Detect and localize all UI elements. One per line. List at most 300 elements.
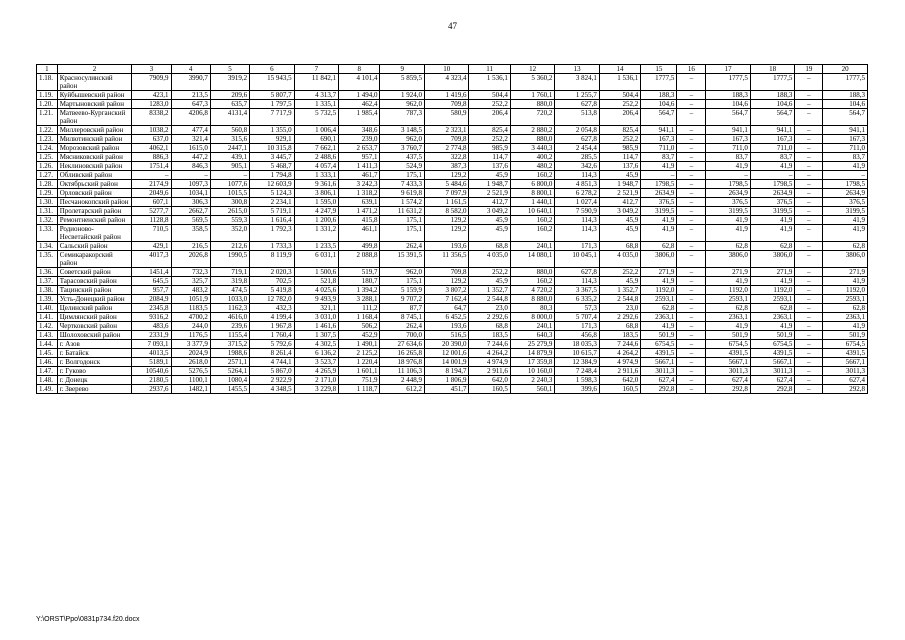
value-cell: 62,8 — [750, 242, 794, 251]
value-cell: 8 582,0 — [424, 207, 468, 216]
table-row — [37, 180, 868, 189]
value-cell: 262,4 — [380, 322, 424, 331]
value-cell: 2634,9 — [641, 189, 677, 198]
value-cell: 3 367,5 — [555, 286, 599, 295]
value-cell: 1798,5 — [750, 180, 794, 189]
value-cell: 20 390,0 — [424, 340, 468, 349]
value-cell: 129,2 — [424, 216, 468, 225]
value-cell: – — [795, 331, 823, 340]
value-cell: 2174,9 — [132, 180, 171, 189]
value-cell: 452,9 — [339, 331, 380, 340]
value-cell: 1 335,1 — [294, 100, 338, 109]
value-cell: – — [677, 189, 706, 198]
value-cell: 627,4 — [750, 376, 794, 385]
value-cell: 167,3 — [706, 135, 750, 144]
value-cell: 645,5 — [132, 277, 171, 286]
value-cell: 244,0 — [171, 322, 210, 331]
value-cell: 1283,0 — [132, 100, 171, 109]
value-cell: 1 794,8 — [250, 171, 294, 180]
value-cell: 4 035,0 — [469, 251, 510, 268]
value-cell: 1 168,4 — [339, 313, 380, 322]
value-cell: 3806,0 — [823, 251, 868, 268]
value-cell: – — [677, 242, 706, 251]
column-number-cell: 11 — [469, 65, 510, 74]
table-row — [37, 251, 868, 268]
table-row — [37, 277, 868, 286]
value-cell: 2618,0 — [171, 358, 210, 367]
value-cell: 252,2 — [469, 268, 510, 277]
value-cell: 271,9 — [750, 268, 794, 277]
value-cell: 175,1 — [380, 171, 424, 180]
value-cell: 321,4 — [171, 135, 210, 144]
value-cell: 2 292,6 — [599, 313, 640, 322]
value-cell: 25 279,9 — [510, 340, 554, 349]
value-cell: 114,3 — [555, 225, 599, 242]
value-cell: 8 745,1 — [380, 313, 424, 322]
value-cell: 10 615,7 — [555, 349, 599, 358]
table-row — [37, 376, 868, 385]
value-cell: 183,5 — [469, 331, 510, 340]
column-number-cell: 19 — [795, 65, 823, 74]
table-row — [37, 225, 868, 242]
value-cell: 3806,0 — [641, 251, 677, 268]
value-cell: – — [795, 153, 823, 162]
value-cell: – — [795, 126, 823, 135]
value-cell: 2331,9 — [132, 331, 171, 340]
value-cell: 1777,5 — [641, 74, 677, 91]
value-cell: – — [677, 74, 706, 91]
value-cell: 5 468,7 — [250, 162, 294, 171]
value-cell: 4062,1 — [132, 144, 171, 153]
value-cell: 62,8 — [750, 304, 794, 313]
district-name-cell: Красносулинский район — [57, 74, 132, 91]
value-cell: 4 302,5 — [294, 340, 338, 349]
value-cell: 400,2 — [510, 153, 554, 162]
value-cell: 929,1 — [250, 135, 294, 144]
value-cell: 709,8 — [424, 268, 468, 277]
value-cell: – — [823, 171, 868, 180]
value-cell: 285,5 — [555, 153, 599, 162]
value-cell: 188,3 — [706, 91, 750, 100]
value-cell: 690,1 — [294, 135, 338, 144]
value-cell: – — [677, 144, 706, 153]
value-cell: 3 288,1 — [339, 295, 380, 304]
value-cell: 321,1 — [294, 304, 338, 313]
value-cell: 1 461,6 — [294, 322, 338, 331]
table-row — [37, 367, 868, 376]
value-cell: 4 265,9 — [294, 367, 338, 376]
value-cell: 1798,5 — [706, 180, 750, 189]
value-cell: 41,9 — [706, 322, 750, 331]
value-cell: 5667,1 — [641, 358, 677, 367]
value-cell: – — [795, 189, 823, 198]
value-cell: 709,8 — [424, 135, 468, 144]
value-cell: 1 006,4 — [294, 126, 338, 135]
value-cell: 4700,2 — [171, 313, 210, 322]
value-cell: 62,8 — [823, 242, 868, 251]
value-cell: 240,1 — [510, 322, 554, 331]
value-cell: 627,8 — [555, 268, 599, 277]
value-cell: 1 616,4 — [250, 216, 294, 225]
value-cell: 209,6 — [210, 91, 249, 100]
district-name-cell: г. Волгодонск — [57, 358, 132, 367]
value-cell: – — [795, 91, 823, 100]
value-cell: 2026,8 — [171, 251, 210, 268]
value-cell: 2 454,4 — [555, 144, 599, 153]
value-cell: 2447,1 — [210, 144, 249, 153]
value-cell: 83,7 — [750, 153, 794, 162]
district-name-cell: Мясниковский район — [57, 153, 132, 162]
value-cell: 2 125,2 — [339, 349, 380, 358]
value-cell: 480,2 — [510, 162, 554, 171]
value-cell: – — [795, 180, 823, 189]
district-name-cell: г. Донецк — [57, 376, 132, 385]
value-cell: 504,4 — [599, 91, 640, 100]
value-cell: 41,9 — [750, 216, 794, 225]
value-cell: – — [641, 171, 677, 180]
value-cell: 1 601,1 — [339, 367, 380, 376]
value-cell: 45,9 — [599, 225, 640, 242]
value-cell: 212,6 — [210, 242, 249, 251]
row-number-cell: 1.44. — [37, 340, 58, 349]
value-cell: – — [795, 100, 823, 109]
value-cell: 5 732,5 — [294, 109, 338, 126]
value-cell: 1051,9 — [171, 295, 210, 304]
value-cell: – — [677, 171, 706, 180]
value-cell: 62,8 — [706, 242, 750, 251]
row-number-cell: 1.27. — [37, 171, 58, 180]
value-cell: 262,4 — [380, 242, 424, 251]
value-cell: 306,3 — [171, 198, 210, 207]
value-cell: – — [795, 74, 823, 91]
column-number-cell: 14 — [599, 65, 640, 74]
column-number-cell: 2 — [57, 65, 132, 74]
value-cell: 4391,5 — [823, 349, 868, 358]
value-cell: 10540,6 — [132, 367, 171, 376]
value-cell: 4 323,4 — [424, 74, 468, 91]
value-cell: 1 536,1 — [469, 74, 510, 91]
column-number-cell: 6 — [250, 65, 294, 74]
value-cell: – — [677, 100, 706, 109]
value-cell: 104,6 — [706, 100, 750, 109]
table-row — [37, 126, 868, 135]
value-cell: 5 867,0 — [250, 367, 294, 376]
value-cell: 1988,6 — [210, 349, 249, 358]
value-cell: – — [795, 207, 823, 216]
table-row — [37, 322, 868, 331]
row-number-cell: 1.32. — [37, 216, 58, 225]
district-name-cell: Сальский район — [57, 242, 132, 251]
value-cell: 62,8 — [641, 242, 677, 251]
district-name-cell: Матвеево-Курганский район — [57, 109, 132, 126]
value-cell: 483,2 — [171, 286, 210, 295]
value-cell: 941,1 — [750, 126, 794, 135]
column-number-cell: 1 — [37, 65, 58, 74]
value-cell: 2 521,9 — [599, 189, 640, 198]
row-number-cell: 1.20. — [37, 100, 58, 109]
value-cell: 3 031,0 — [294, 313, 338, 322]
value-cell: 7 717,9 — [250, 109, 294, 126]
row-number-cell: 1.36. — [37, 268, 58, 277]
value-cell: 129,2 — [424, 225, 468, 242]
value-cell: 206,4 — [599, 109, 640, 126]
value-cell: 376,5 — [823, 198, 868, 207]
column-number-cell: 3 — [132, 65, 171, 74]
value-cell: 1777,5 — [750, 74, 794, 91]
value-cell: 41,9 — [823, 322, 868, 331]
value-cell: 8 000,0 — [510, 313, 554, 322]
value-cell: 1 595,0 — [294, 198, 338, 207]
value-cell: 114,7 — [469, 153, 510, 162]
value-cell: 1 027,4 — [555, 198, 599, 207]
value-cell: 2571,1 — [210, 358, 249, 367]
value-cell: 64,7 — [424, 304, 468, 313]
value-cell: 18 035,3 — [555, 340, 599, 349]
value-cell: – — [677, 153, 706, 162]
value-cell: – — [677, 277, 706, 286]
budget-table — [36, 64, 868, 394]
value-cell: 415,8 — [339, 216, 380, 225]
value-cell: 2 054,8 — [555, 126, 599, 135]
value-cell: 1 307,5 — [294, 331, 338, 340]
table-row — [37, 162, 868, 171]
value-cell: 8 880,0 — [510, 295, 554, 304]
value-cell: 160,5 — [469, 385, 510, 394]
value-cell: – — [795, 358, 823, 367]
value-cell: 2593,1 — [823, 295, 868, 304]
value-cell: 5 360,2 — [510, 74, 554, 91]
value-cell: 2593,1 — [750, 295, 794, 304]
value-cell: 252,2 — [599, 268, 640, 277]
value-cell: – — [677, 313, 706, 322]
column-number-cell: 18 — [750, 65, 794, 74]
value-cell: 2345,8 — [132, 304, 171, 313]
value-cell: 41,9 — [750, 322, 794, 331]
row-number-cell: 1.35. — [37, 251, 58, 268]
value-cell: 957,1 — [339, 153, 380, 162]
value-cell: 23,0 — [599, 304, 640, 313]
value-cell: 3199,5 — [750, 207, 794, 216]
value-cell: – — [677, 304, 706, 313]
value-cell: – — [677, 207, 706, 216]
value-cell: 12 001,6 — [424, 349, 468, 358]
value-cell: 3806,0 — [750, 251, 794, 268]
table-row — [37, 171, 868, 180]
table-row — [37, 295, 868, 304]
value-cell: 905,1 — [210, 162, 249, 171]
value-cell: 183,5 — [599, 331, 640, 340]
value-cell: 87,7 — [380, 304, 424, 313]
row-number-cell: 1.41. — [37, 313, 58, 322]
value-cell: 41,9 — [750, 225, 794, 242]
value-cell: 1 394,2 — [339, 286, 380, 295]
value-cell: 4 313,7 — [294, 91, 338, 100]
value-cell: – — [677, 225, 706, 242]
district-name-cell: Чертковский район — [57, 322, 132, 331]
row-number-cell: 1.43. — [37, 331, 58, 340]
value-cell: 4616,0 — [210, 313, 249, 322]
value-cell: 437,5 — [380, 153, 424, 162]
value-cell: 1077,6 — [210, 180, 249, 189]
table-row — [37, 216, 868, 225]
value-cell: 15 943,5 — [250, 74, 294, 91]
value-cell: 4 199,4 — [250, 313, 294, 322]
row-number-cell: 1.25. — [37, 153, 58, 162]
value-cell: 709,8 — [424, 100, 468, 109]
value-cell: 1 806,9 — [424, 376, 468, 385]
value-cell: 5667,1 — [706, 358, 750, 367]
value-cell: 2634,9 — [750, 189, 794, 198]
value-cell: 2363,1 — [641, 313, 677, 322]
value-cell: 1 924,0 — [380, 91, 424, 100]
value-cell: 1990,5 — [210, 251, 249, 268]
value-cell: 3 148,5 — [380, 126, 424, 135]
value-cell: – — [210, 171, 249, 180]
value-cell: 7 093,1 — [132, 340, 171, 349]
value-cell: 2 922,9 — [250, 376, 294, 385]
value-cell: 962,0 — [380, 135, 424, 144]
value-cell: 1 333,1 — [294, 171, 338, 180]
value-cell: – — [795, 304, 823, 313]
value-cell: 160,2 — [510, 216, 554, 225]
table-row — [37, 144, 868, 153]
value-cell: 8 261,4 — [250, 349, 294, 358]
value-cell: 167,3 — [750, 135, 794, 144]
page-number: 47 — [448, 21, 457, 31]
district-name-cell: Песчанокопский район — [57, 198, 132, 207]
district-name-cell: Морозовский район — [57, 144, 132, 153]
value-cell: – — [795, 242, 823, 251]
value-cell: 1 440,1 — [510, 198, 554, 207]
value-cell: 439,1 — [210, 153, 249, 162]
value-cell: 5 159,9 — [380, 286, 424, 295]
value-cell: 6 031,1 — [294, 251, 338, 268]
value-cell: 1777,5 — [706, 74, 750, 91]
value-cell: 160,5 — [599, 385, 640, 394]
value-cell: 239,0 — [339, 135, 380, 144]
value-cell: 160,2 — [510, 171, 554, 180]
district-name-cell: Милютинский район — [57, 135, 132, 144]
district-name-cell: Неклиновский район — [57, 162, 132, 171]
value-cell: 962,0 — [380, 100, 424, 109]
district-name-cell: г. Батайск — [57, 349, 132, 358]
value-cell: 1615,0 — [171, 144, 210, 153]
value-cell: 642,0 — [599, 376, 640, 385]
value-cell: 787,3 — [380, 109, 424, 126]
table-row — [37, 109, 868, 126]
value-cell: 41,9 — [706, 225, 750, 242]
value-cell: 4391,5 — [706, 349, 750, 358]
value-cell: 252,2 — [469, 100, 510, 109]
district-name-cell: Советский район — [57, 268, 132, 277]
value-cell: 4131,4 — [210, 109, 249, 126]
value-cell: 180,7 — [339, 277, 380, 286]
value-cell: 711,0 — [706, 144, 750, 153]
value-cell: 216,5 — [171, 242, 210, 251]
value-cell: 559,3 — [210, 216, 249, 225]
value-cell: 412,7 — [469, 198, 510, 207]
table-row — [37, 349, 868, 358]
value-cell: – — [795, 162, 823, 171]
value-cell: 751,9 — [339, 376, 380, 385]
value-cell: – — [795, 144, 823, 153]
value-cell: 160,2 — [510, 225, 554, 242]
value-cell: 3 242,3 — [339, 180, 380, 189]
table-row — [37, 135, 868, 144]
value-cell: 41,9 — [706, 162, 750, 171]
value-cell: 524,9 — [380, 162, 424, 171]
value-cell: 501,9 — [641, 331, 677, 340]
district-name-cell: Шолоховский район — [57, 331, 132, 340]
value-cell: 825,4 — [599, 126, 640, 135]
value-cell: 10 045,1 — [555, 251, 599, 268]
value-cell: 501,9 — [706, 331, 750, 340]
value-cell: 1 967,8 — [250, 322, 294, 331]
value-cell: 720,2 — [510, 109, 554, 126]
value-cell: 1192,0 — [823, 286, 868, 295]
row-number-cell: 1.40. — [37, 304, 58, 313]
value-cell: 2363,1 — [706, 313, 750, 322]
value-cell: 2593,1 — [706, 295, 750, 304]
value-cell: 68,8 — [599, 242, 640, 251]
value-cell: 1455,5 — [210, 385, 249, 394]
value-cell: 5 719,1 — [250, 207, 294, 216]
row-number-cell: 1.45. — [37, 349, 58, 358]
table-row — [37, 74, 868, 91]
value-cell: 399,6 — [555, 385, 599, 394]
value-cell: 1751,4 — [132, 162, 171, 171]
value-cell: – — [132, 171, 171, 180]
value-cell: 732,3 — [171, 268, 210, 277]
value-cell: 1 500,6 — [294, 268, 338, 277]
value-cell: 1 733,3 — [250, 242, 294, 251]
value-cell: 2 020,3 — [250, 268, 294, 277]
value-cell: 271,9 — [641, 268, 677, 277]
value-cell: 45,9 — [599, 216, 640, 225]
value-cell: 5189,1 — [132, 358, 171, 367]
value-cell: 1155,4 — [210, 331, 249, 340]
district-name-cell: Тарасовский район — [57, 277, 132, 286]
value-cell: 17 359,8 — [510, 358, 554, 367]
value-cell: 1 598,3 — [555, 376, 599, 385]
value-cell: 2 774,8 — [424, 144, 468, 153]
value-cell: 4 974,9 — [599, 358, 640, 367]
value-cell: 7 590,9 — [555, 207, 599, 216]
value-cell: – — [677, 251, 706, 268]
value-cell: – — [677, 295, 706, 304]
value-cell: 252,2 — [599, 100, 640, 109]
value-cell: 423,1 — [132, 91, 171, 100]
district-name-cell: Пролетарский район — [57, 207, 132, 216]
value-cell: 2 521,9 — [469, 189, 510, 198]
value-cell: 5667,1 — [823, 358, 868, 367]
value-cell: 3 445,7 — [250, 153, 294, 162]
value-cell: 3199,5 — [641, 207, 677, 216]
value-cell: 23,0 — [469, 304, 510, 313]
value-cell: 193,6 — [424, 322, 468, 331]
table-row — [37, 286, 868, 295]
value-cell: 9 493,9 — [294, 295, 338, 304]
value-cell: 348,6 — [339, 126, 380, 135]
value-cell: 506,2 — [339, 322, 380, 331]
value-cell: 41,9 — [823, 225, 868, 242]
value-cell: – — [795, 216, 823, 225]
value-cell: – — [795, 367, 823, 376]
value-cell: 322,8 — [424, 153, 468, 162]
value-cell: 7 162,4 — [424, 295, 468, 304]
value-cell: 3 377,9 — [171, 340, 210, 349]
value-cell: 456,8 — [555, 331, 599, 340]
